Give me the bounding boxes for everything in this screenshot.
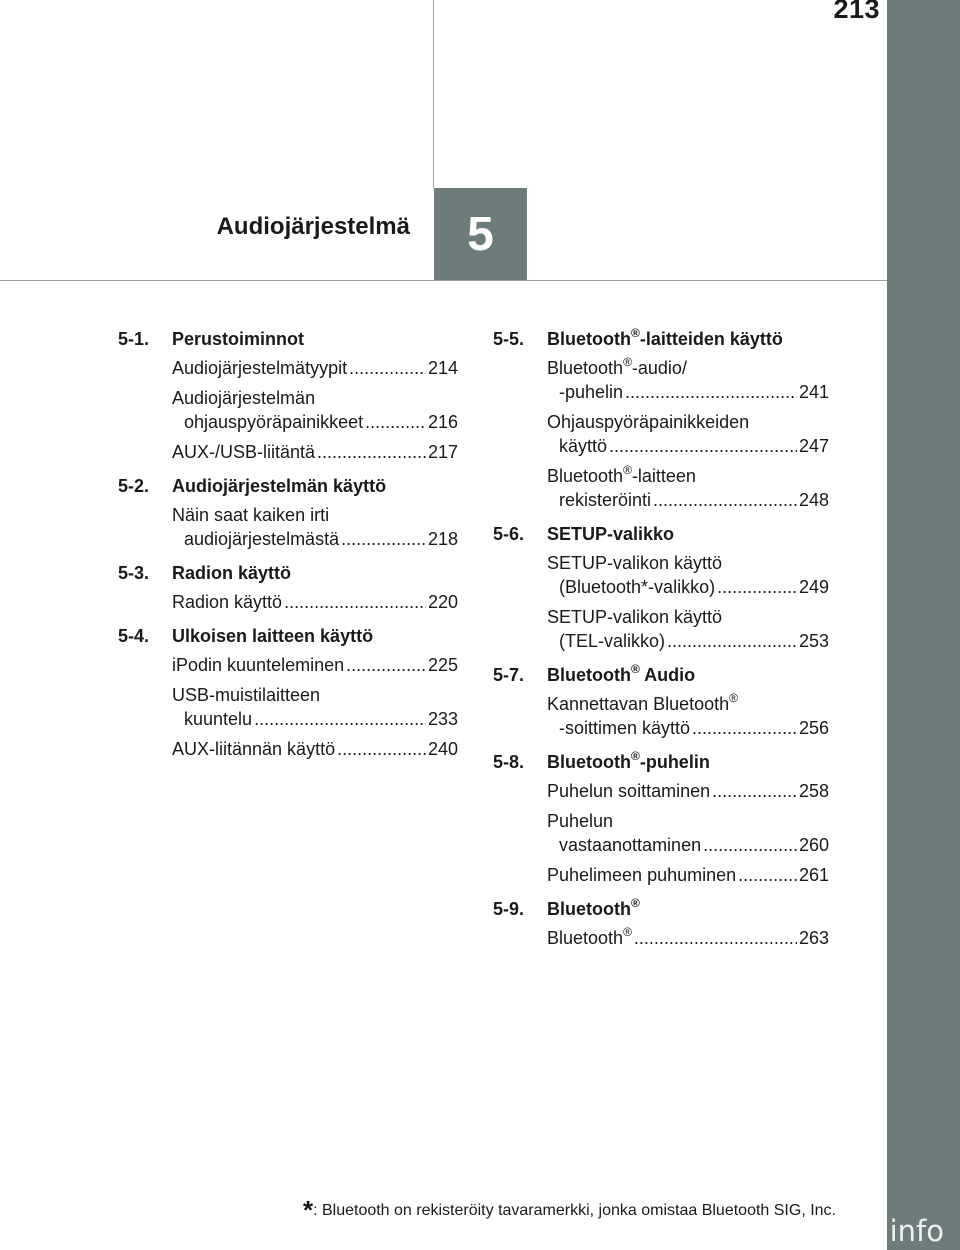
section-heading	[493, 750, 829, 774]
toc-entry-row	[172, 356, 458, 380]
toc-entry[interactable]	[172, 683, 458, 731]
toc-entry-line: SETUP-valikon käyttö	[547, 553, 723, 573]
toc-entry[interactable]	[547, 410, 829, 458]
toc-entry-row	[172, 440, 458, 464]
toc-entry-label: AUX-liitännän käyttö	[172, 739, 336, 759]
toc-page-number: 220	[427, 592, 458, 612]
toc-entry[interactable]	[172, 356, 458, 380]
toc-entry-line: Kannettavan Bluetooth®	[547, 691, 738, 714]
toc-entry[interactable]	[172, 737, 458, 761]
toc-section	[493, 327, 829, 512]
toc-entry[interactable]	[547, 692, 829, 740]
toc-entry-text	[172, 356, 347, 380]
footnote-marker: *	[302, 1195, 314, 1225]
dot-leader	[317, 440, 426, 464]
toc-page-number: 256	[798, 718, 829, 738]
section-title: Bluetooth®-puhelin	[547, 749, 710, 772]
toc-entry-text	[184, 410, 363, 434]
toc-entry-label: (TEL-valikko)	[559, 631, 666, 651]
section-heading	[118, 624, 458, 648]
toc-page-number: 214	[427, 358, 458, 378]
toc-section	[118, 327, 458, 464]
toc-page-number: 225	[427, 655, 458, 675]
toc-page-number: 233	[427, 709, 458, 729]
toc-entry-text	[559, 575, 715, 599]
section-heading	[493, 327, 829, 351]
toc-entry-label: AUX-/USB-liitäntä	[172, 442, 316, 462]
toc-entry-text	[184, 527, 339, 551]
toc-entry-row	[547, 434, 829, 458]
footnote-text: : Bluetooth on rekisteröity tavaramerkki, jonka omistaa Bluetooth SIG, Inc.	[313, 1202, 836, 1219]
section-number: 5-7.	[493, 665, 525, 685]
toc-page-number: 216	[427, 412, 458, 432]
toc-entry[interactable]	[547, 809, 829, 857]
dot-leader	[341, 527, 426, 551]
toc-entry-line: Bluetooth®-audio/	[547, 355, 687, 378]
section-title: Perustoiminnot	[172, 329, 305, 349]
toc-entry[interactable]	[172, 653, 458, 677]
toc-entry[interactable]	[547, 605, 829, 653]
toc-entry[interactable]	[547, 926, 829, 950]
dot-leader	[653, 488, 797, 512]
section-heading	[493, 897, 829, 921]
toc-entry-label: iPodin kuunteleminen	[172, 655, 345, 675]
toc-column-left	[118, 327, 458, 771]
toc-entry-line: SETUP-valikon käyttö	[547, 607, 723, 627]
toc-entry-label: (Bluetooth*-valikko)	[559, 577, 716, 597]
toc-entry-text	[559, 716, 690, 740]
toc-entry[interactable]	[547, 779, 829, 803]
dot-leader	[254, 707, 426, 731]
header-horizontal-rule	[0, 280, 887, 281]
registered-mark: ®	[623, 925, 632, 939]
toc-entry-text	[172, 440, 315, 464]
dot-leader	[609, 434, 797, 458]
toc-entry-label: -soittimen käyttö	[559, 718, 691, 738]
section-heading	[118, 561, 458, 585]
toc-page-number: 248	[798, 490, 829, 510]
section-title: Bluetooth® Audio	[547, 662, 696, 685]
toc-entry-row	[547, 716, 829, 740]
toc-entry[interactable]	[547, 464, 829, 512]
toc-entry[interactable]	[172, 440, 458, 464]
toc-entry-text	[559, 380, 623, 404]
toc-entry-row	[172, 653, 458, 677]
toc-entry[interactable]	[172, 590, 458, 614]
section-title: Radion käyttö	[172, 563, 292, 583]
toc-entry-row	[547, 833, 829, 857]
toc-entry-text	[172, 590, 282, 614]
toc-entry-text	[559, 488, 651, 512]
toc-entry-text	[172, 653, 344, 677]
dot-leader	[738, 863, 797, 887]
toc-entry-line: Näin saat kaiken irti	[172, 505, 330, 525]
toc-entry-line: Audiojärjestelmän	[172, 388, 316, 408]
toc-entry-row	[547, 629, 829, 653]
watermark: carmanualsonline.info	[623, 1214, 944, 1248]
toc-entry-line: Ohjauspyöräpainikkeiden	[547, 412, 750, 432]
dot-leader	[717, 575, 797, 599]
toc-entry-row	[547, 863, 829, 887]
dot-leader	[625, 380, 797, 404]
toc-page-number: 217	[427, 442, 458, 462]
toc-page-number: 258	[798, 781, 829, 801]
toc-page-number: 218	[427, 529, 458, 549]
toc-entry-label: Puhelun soittaminen	[547, 781, 711, 801]
page-number: 213	[833, 0, 880, 24]
section-title: Bluetooth®	[547, 896, 640, 919]
toc-entry-label: kuuntelu	[184, 709, 253, 729]
section-title: SETUP-valikko	[547, 524, 675, 544]
dot-leader	[365, 410, 426, 434]
toc-page-number: 241	[798, 382, 829, 402]
toc-entry-text	[547, 779, 710, 803]
toc-entry-line: USB-muistilaitteen	[172, 685, 321, 705]
toc-entry-line: Puhelun	[547, 811, 614, 831]
toc-entry-text	[172, 737, 335, 761]
dot-leader	[346, 653, 426, 677]
section-number: 5-6.	[493, 524, 525, 544]
toc-page-number: 261	[798, 865, 829, 885]
toc-entry-label: Puhelimeen puhuminen	[547, 865, 737, 885]
toc-section	[118, 474, 458, 551]
dot-leader	[692, 716, 797, 740]
toc-entry-label: Audiojärjestelmätyypit	[172, 358, 348, 378]
dot-leader	[349, 356, 426, 380]
toc-entry[interactable]	[172, 386, 458, 434]
toc-entry-row	[172, 527, 458, 551]
toc-entry-label: ohjauspyöräpainikkeet	[184, 412, 364, 432]
toc-column-right	[493, 327, 829, 960]
toc-section	[493, 750, 829, 887]
toc-entry-row	[547, 575, 829, 599]
toc-entry[interactable]	[172, 503, 458, 551]
toc-entry-row	[547, 779, 829, 803]
dot-leader	[703, 833, 797, 857]
toc-entry-row	[547, 380, 829, 404]
toc-page-number: 240	[427, 739, 458, 759]
section-number: 5-3.	[118, 563, 150, 583]
section-title: Audiojärjestelmän käyttö	[172, 476, 387, 496]
chapter-number-box	[434, 188, 527, 280]
dot-leader	[284, 590, 426, 614]
section-heading	[118, 474, 458, 498]
toc-section	[493, 897, 829, 950]
toc-entry-line: Bluetooth®-laitteen	[547, 463, 696, 486]
section-heading	[493, 522, 829, 546]
toc-entry-label: vastaanottaminen	[559, 835, 702, 855]
toc-entry-label: -puhelin	[559, 382, 624, 402]
toc-entry-label: Radion käyttö	[172, 592, 283, 612]
section-title: Ulkoisen laitteen käyttö	[172, 626, 374, 646]
toc-entry-row	[172, 410, 458, 434]
section-heading	[118, 327, 458, 351]
toc-page-number: 253	[798, 631, 829, 651]
chapter-number: 5	[467, 207, 494, 261]
dot-leader	[337, 737, 426, 761]
toc-entry-text	[559, 629, 665, 653]
toc-entry-row	[172, 590, 458, 614]
toc-entry-label: käyttö	[559, 436, 608, 456]
toc-entry[interactable]	[547, 863, 829, 887]
chapter-sidebar-tab	[887, 0, 960, 1250]
toc-page-number: 247	[798, 436, 829, 456]
toc-entry-text	[559, 434, 607, 458]
toc-page-number: 263	[798, 928, 829, 948]
toc-entry-label: Bluetooth	[547, 928, 624, 948]
toc-section	[493, 522, 829, 653]
toc-section	[493, 663, 829, 740]
header-vertical-rule	[433, 0, 434, 188]
toc-entry-text	[184, 707, 252, 731]
section-heading	[493, 663, 829, 687]
section-number: 5-8.	[493, 752, 525, 772]
toc-entry[interactable]	[547, 356, 829, 404]
toc-section	[118, 561, 458, 614]
section-number: 5-1.	[118, 329, 150, 349]
toc-page-number: 260	[798, 835, 829, 855]
toc-entry-text	[547, 926, 632, 950]
toc-entry-row	[172, 707, 458, 731]
chapter-title: Audiojärjestelmä	[216, 213, 410, 240]
toc-entry-label: rekisteröinti	[559, 490, 652, 510]
section-number: 5-2.	[118, 476, 150, 496]
dot-leader	[712, 779, 797, 803]
toc-entry-label: audiojärjestelmästä	[184, 529, 340, 549]
toc-page-number: 249	[798, 577, 829, 597]
toc-entry[interactable]	[547, 551, 829, 599]
section-number: 5-9.	[493, 899, 525, 919]
toc-entry-row	[172, 737, 458, 761]
dot-leader	[634, 926, 797, 950]
toc-entry-text	[547, 863, 736, 887]
section-title: Bluetooth®-laitteiden käyttö	[547, 326, 783, 349]
dot-leader	[667, 629, 797, 653]
section-number: 5-5.	[493, 329, 525, 349]
toc-entry-row	[547, 488, 829, 512]
toc-section	[118, 624, 458, 761]
toc-entry-row	[547, 926, 829, 950]
section-number: 5-4.	[118, 626, 150, 646]
toc-entry-text	[559, 833, 701, 857]
